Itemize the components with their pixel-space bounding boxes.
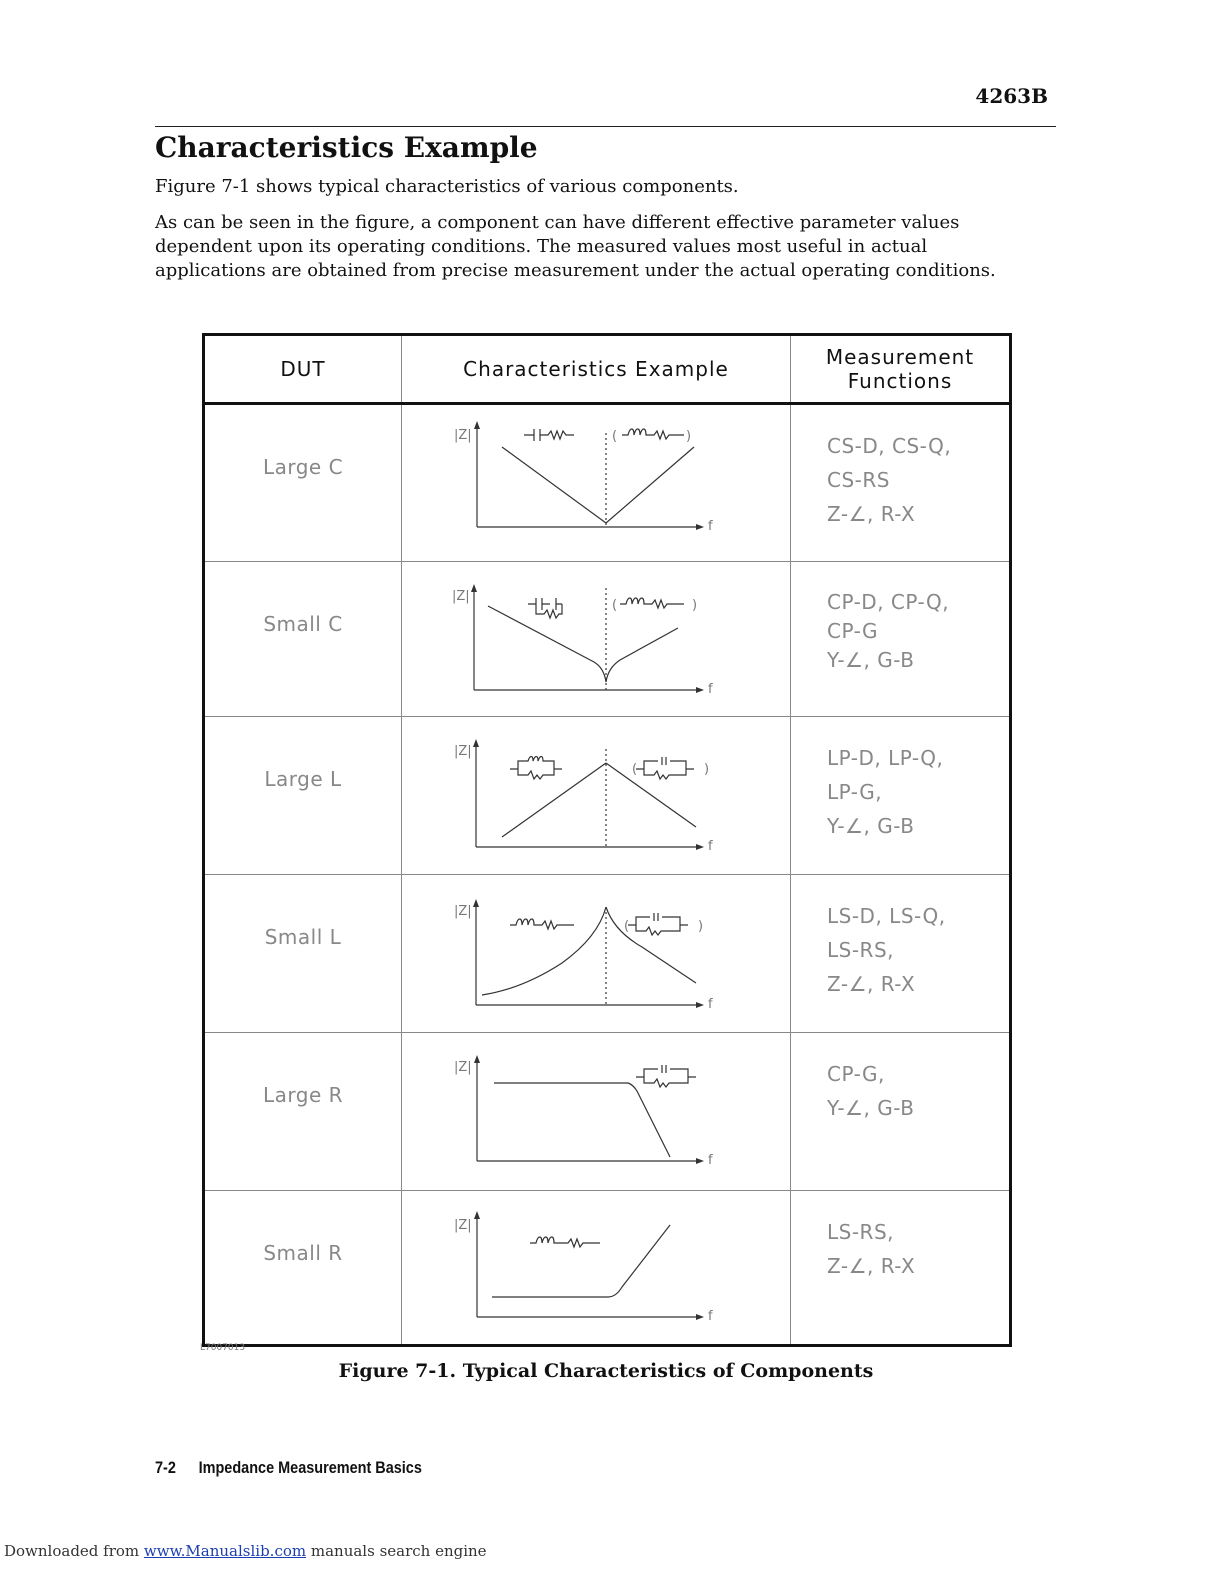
- footer-section-title: Impedance Measurement Basics: [198, 1458, 422, 1477]
- table-row: [204, 562, 1011, 717]
- manualslib-link[interactable]: www.Manualslib.com: [143, 1542, 307, 1560]
- figure-caption: Figure 7-1. Typical Characteristics of Components: [338, 1360, 874, 1382]
- x-axis-arrow-icon: [696, 1002, 704, 1008]
- x-axis-arrow-icon: [696, 844, 704, 850]
- dut-label: Large C: [204, 404, 402, 562]
- graph-cell: [402, 1033, 791, 1191]
- y-axis-arrow-icon: [474, 1211, 480, 1219]
- axis-x-label: f: [708, 682, 713, 697]
- function-line: LS-RS,: [827, 938, 895, 962]
- svg-text:(: (: [624, 919, 630, 934]
- table-header-row: [204, 335, 1011, 404]
- axis-y-label: |Z|: [452, 589, 470, 604]
- axis-y-label: |Z|: [454, 1060, 472, 1075]
- measurement-functions: [791, 875, 1011, 1033]
- measurement-functions: [791, 562, 1011, 717]
- graph-cell: [402, 875, 791, 1033]
- table-row: [204, 404, 1011, 562]
- header-measurement-functions: [791, 335, 1011, 404]
- large-c-impedance-graph: [402, 405, 790, 561]
- y-axis-arrow-icon: [474, 1055, 480, 1063]
- measurement-functions: [791, 1033, 1011, 1191]
- function-line: LS-D, LS-Q,: [827, 904, 946, 928]
- intro-paragraph: Figure 7-1 shows typical characteristics of various components.: [155, 176, 739, 197]
- axis-y-label: |Z|: [454, 428, 472, 443]
- dut-label: Small L: [204, 875, 402, 1033]
- table-row: [204, 1033, 1011, 1191]
- header-dut: DUT: [204, 335, 402, 404]
- x-axis-arrow-icon: [696, 1314, 704, 1320]
- table-row: [204, 1191, 1011, 1346]
- y-axis-arrow-icon: [473, 739, 479, 747]
- function-line: Y-∠, G-B: [827, 648, 915, 672]
- dut-label: Small R: [204, 1191, 402, 1346]
- axis-y-label: |Z|: [454, 904, 472, 919]
- large-r-impedance-graph: [402, 1033, 790, 1190]
- svg-text:(: (: [612, 598, 618, 613]
- function-line: Y-∠, G-B: [827, 1096, 915, 1120]
- document-model: 4263B: [975, 84, 1048, 108]
- function-line: CP-D, CP-Q,: [827, 590, 950, 614]
- svg-text:): ): [692, 598, 698, 613]
- graph-cell: [402, 404, 791, 562]
- function-line: Z-∠, R-X: [827, 972, 916, 996]
- measurement-functions: [791, 1191, 1011, 1346]
- explanation-paragraph: As can be seen in the figure, a component can have different effective parameter values dependent upon its operating conditions. The measured values most useful in actual applications are obtained from precise measurement under the actual operating conditions.: [155, 212, 996, 281]
- section-title: Characteristics Example: [155, 131, 538, 164]
- axis-x-label: f: [708, 1309, 713, 1324]
- function-line: CS-D, CS-Q,: [827, 434, 952, 458]
- page-number: 7-2: [155, 1458, 176, 1477]
- header-characteristics-example: Characteristics Example: [402, 335, 791, 404]
- table-row: [204, 717, 1011, 875]
- y-axis-arrow-icon: [474, 421, 480, 429]
- graph-cell: [402, 1191, 791, 1346]
- x-axis-arrow-icon: [696, 687, 704, 693]
- large-l-impedance-graph: [402, 717, 790, 874]
- function-line: Z-∠, R-X: [827, 502, 916, 526]
- svg-text:(: (: [632, 762, 638, 777]
- small-c-impedance-graph: [402, 562, 790, 716]
- characteristics-table: [202, 333, 1012, 1347]
- function-line: LP-D, LP-Q,: [827, 746, 944, 770]
- page-footer: [155, 1458, 422, 1478]
- header-rule: [155, 126, 1056, 127]
- y-axis-arrow-icon: [473, 899, 479, 907]
- small-l-impedance-graph: [402, 875, 790, 1032]
- axis-x-label: f: [708, 997, 713, 1012]
- x-axis-arrow-icon: [696, 1158, 704, 1164]
- table-row: [204, 875, 1011, 1033]
- y-axis-arrow-icon: [471, 584, 477, 592]
- header-functions-line2: Functions: [847, 369, 953, 393]
- download-note: [4, 1542, 487, 1560]
- svg-text:): ): [686, 429, 692, 444]
- axis-x-label: f: [708, 1153, 713, 1168]
- axis-x-label: f: [708, 839, 713, 854]
- function-line: CP-G: [827, 619, 879, 643]
- svg-text:): ): [704, 762, 710, 777]
- function-line: LS-RS,: [827, 1220, 895, 1244]
- function-line: LP-G,: [827, 780, 883, 804]
- x-axis-arrow-icon: [696, 524, 704, 530]
- download-suffix: manuals search engine: [306, 1542, 487, 1560]
- axis-x-label: f: [708, 519, 713, 534]
- figure-code: L7007013: [200, 1343, 246, 1353]
- dut-label: Large R: [204, 1033, 402, 1191]
- graph-cell: [402, 717, 791, 875]
- dut-label: Large L: [204, 717, 402, 875]
- svg-text:): ): [698, 919, 704, 934]
- function-line: CP-G,: [827, 1062, 885, 1086]
- small-r-impedance-graph: [402, 1191, 790, 1344]
- measurement-functions: [791, 404, 1011, 562]
- dut-label: Small C: [204, 562, 402, 717]
- axis-y-label: |Z|: [454, 744, 472, 759]
- function-line: CS-RS: [827, 468, 890, 492]
- function-line: Z-∠, R-X: [827, 1254, 916, 1278]
- header-functions-line1: Measurement: [825, 345, 975, 369]
- svg-text:(: (: [612, 429, 618, 444]
- axis-y-label: |Z|: [454, 1218, 472, 1233]
- function-line: Y-∠, G-B: [827, 814, 915, 838]
- measurement-functions: [791, 717, 1011, 875]
- graph-cell: [402, 562, 791, 717]
- download-prefix: Downloaded from: [4, 1542, 144, 1560]
